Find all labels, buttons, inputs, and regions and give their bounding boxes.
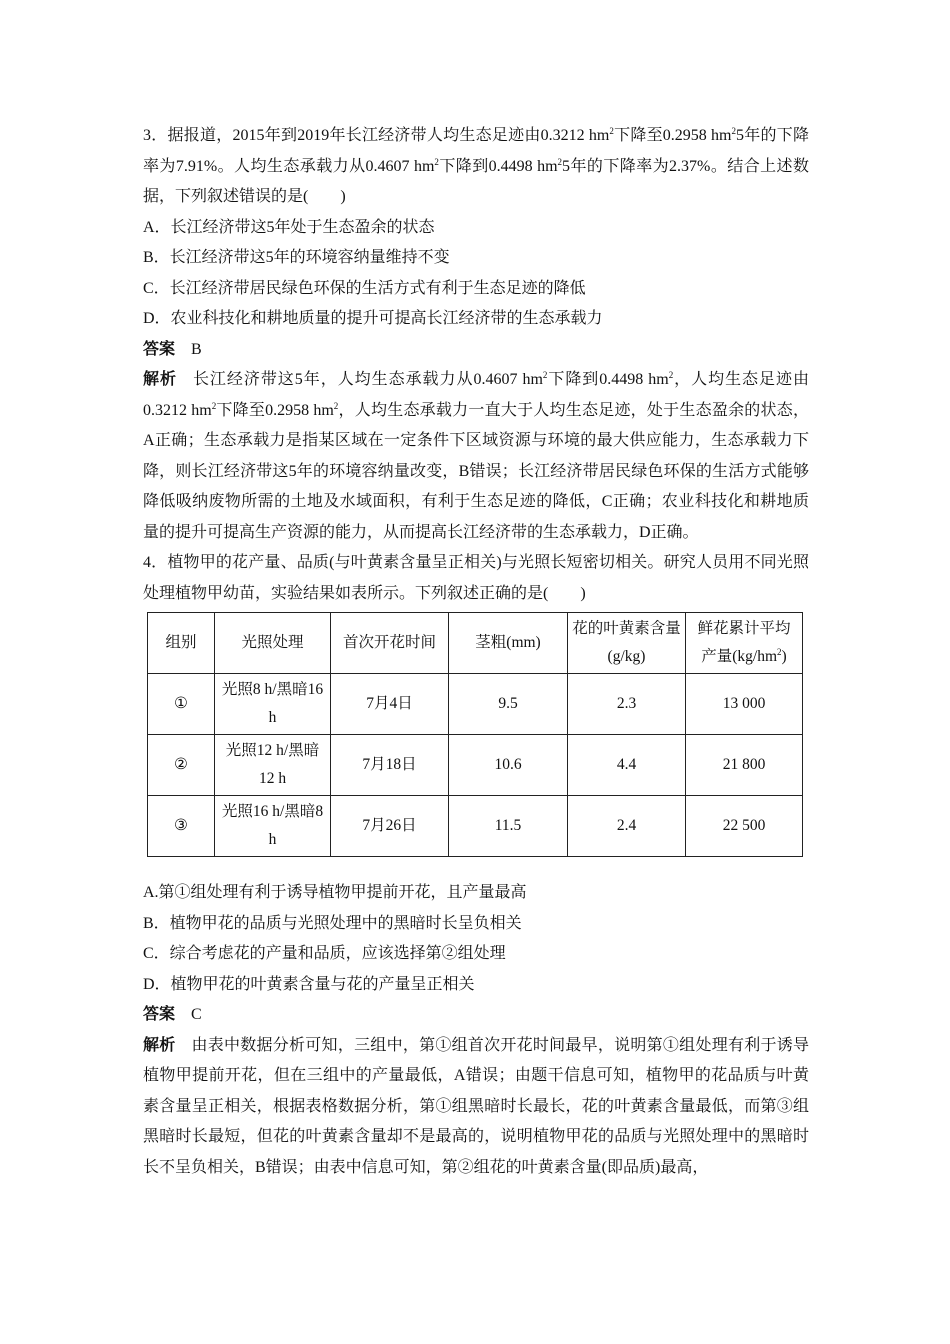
superscript: 2 — [777, 647, 782, 657]
content-area — [143, 121, 809, 1183]
table-cell: 21 800 — [686, 735, 803, 796]
header-cell: 组别 — [148, 613, 215, 674]
table-header-row — [148, 613, 803, 674]
q3-option-c: C．长江经济带居民绿色环保的生活方式有利于生态足迹的降低 — [143, 279, 586, 297]
superscript: 2 — [668, 370, 674, 380]
table-cell: 光照12 h/黑暗12 h — [215, 735, 331, 796]
table-row — [148, 674, 803, 735]
q3-option-b: B．长江经济带这5年的环境容纳量维持不变 — [143, 249, 450, 266]
table-cell: 7月4日 — [331, 674, 449, 735]
header-text: 鲜花累计平均产量(kg/hm — [697, 620, 791, 665]
q4-option-a: A.第①组处理有利于诱导植物甲提前开花，且产量最高 — [143, 884, 527, 901]
header-text: ) — [781, 648, 787, 665]
superscript: 2 — [333, 400, 339, 411]
header-cell: 光照处理 — [215, 613, 331, 674]
q3-answer — [143, 335, 809, 366]
superscript: 2 — [731, 126, 736, 136]
header-cell: 茎粗(mm) — [449, 613, 568, 674]
table-cell: 9.5 — [449, 674, 568, 735]
table-cell: 11.5 — [449, 796, 568, 857]
table-row — [148, 796, 803, 857]
superscript: 2 — [211, 400, 217, 411]
q4-option-d: D．植物甲花的叶黄素含量与花的产量呈正相关 — [143, 975, 475, 993]
q4-answer — [143, 1000, 809, 1031]
table-cell: 光照8 h/黑暗16 h — [215, 674, 331, 735]
answer-value: C — [191, 1006, 202, 1023]
superscript: 2 — [557, 156, 563, 167]
q3-stem-part: 下降到0.4498 hm — [438, 157, 558, 175]
superscript: 2 — [434, 156, 439, 167]
table-cell: 7月18日 — [331, 735, 449, 796]
q3-stem-part: 3．据报道，2015年到2019年长江经济带人均生态足迹由0.3212 hm — [143, 127, 610, 144]
analysis-label: 解析 — [143, 1036, 176, 1054]
q4-stem: 4．植物甲的花产量、品质(与叶黄素含量呈正相关)与光照长短密切相关。研究人员用不同光照处理植物甲幼苗，实验结果如表所示。下列叙述正确的是( ) — [143, 554, 809, 602]
table-cell: 22 500 — [686, 796, 803, 857]
analysis-part: ，人均生态承载力一直大于人均生态足迹，处于生态盈余的状态，A正确；生态承载力是指某区域在一定条件下区域资源与环境的最大供应能力，生态承载力下降，则长江经济带这5年的环境容纳量改变，B错误；长江经济带居民绿色环保的生活方式能够降低吸纳废物所需的土地及水域面积，有利于生态足迹的降低，C正确；农业科技化和耕地质量的提升可提高生产资源的能力，从而提高长江经济带的生态承载力，D正确。 — [143, 401, 809, 541]
q3-stem-part: 5年的下降率为7.91%。人均生态承载力从0.4607 hm — [143, 127, 809, 175]
header-cell — [686, 613, 803, 674]
table-cell: 10.6 — [449, 735, 568, 796]
q3-stem-part: 下降至0.2958 hm — [613, 127, 732, 144]
table-cell: 2.3 — [568, 674, 686, 735]
table-cell: ① — [148, 674, 215, 735]
table-cell: 13 000 — [686, 674, 803, 735]
answer-label: 答案 — [143, 1006, 176, 1023]
answer-value: B — [191, 340, 202, 358]
q3-analysis — [143, 365, 809, 548]
results-table — [147, 612, 803, 857]
q3-stem-part: 5年的下降率为2.37%。结合上述数据，下列叙述错误的是( ) — [143, 157, 809, 205]
table-cell: 4.4 — [568, 735, 686, 796]
analysis-part: ，人均生态足迹由0.3212 hm — [143, 371, 809, 419]
analysis-part: 长江经济带这5年，人均生态承载力从0.4607 hm — [192, 371, 543, 388]
q3-option-a: A．长江经济带这5年处于生态盈余的状态 — [143, 218, 435, 236]
q4-option-b: B．植物甲花的品质与光照处理中的黑暗时长呈负相关 — [143, 914, 522, 932]
table-cell: ② — [148, 735, 215, 796]
q3-option-d: D．农业科技化和耕地质量的提升可提高长江经济带的生态承载力 — [143, 310, 603, 327]
analysis-part: 下降至0.2958 hm — [216, 401, 334, 419]
header-cell: 花的叶黄素含量(g/kg) — [568, 613, 686, 674]
table-cell: 7月26日 — [331, 796, 449, 857]
table-cell: 2.4 — [568, 796, 686, 857]
analysis-part: 下降到0.4498 hm — [547, 371, 669, 388]
superscript: 2 — [542, 370, 548, 380]
q3-stem — [143, 121, 809, 213]
superscript: 2 — [609, 126, 614, 136]
table-cell: ③ — [148, 796, 215, 857]
table-row — [148, 735, 803, 796]
q4-option-c: C．综合考虑花的产量和品质，应该选择第②组处理 — [143, 945, 506, 962]
q4-analysis — [143, 1031, 809, 1184]
table-cell: 光照16 h/黑暗8 h — [215, 796, 331, 857]
header-cell: 首次开花时间 — [331, 613, 449, 674]
answer-label: 答案 — [143, 340, 176, 358]
analysis-label: 解析 — [143, 371, 177, 388]
analysis-text: 由表中数据分析可知，三组中，第①组首次开花时间最早，说明第①组处理有利于诱导植物甲提前开花，但在三组中的产量最低，A错误；由题干信息可知，植物甲的花品质与叶黄素含量呈正相关，根据表格数据分析，第①组黑暗时长最长，花的叶黄素含量最低，而第③组黑暗时长最短，但花的叶黄素含量却不是最高的，说明植物甲花的品质与光照处理中的黑暗时长不呈负相关，B错误；由表中信息可知，第②组花的叶黄素含量(即品质)最高， — [143, 1036, 809, 1176]
